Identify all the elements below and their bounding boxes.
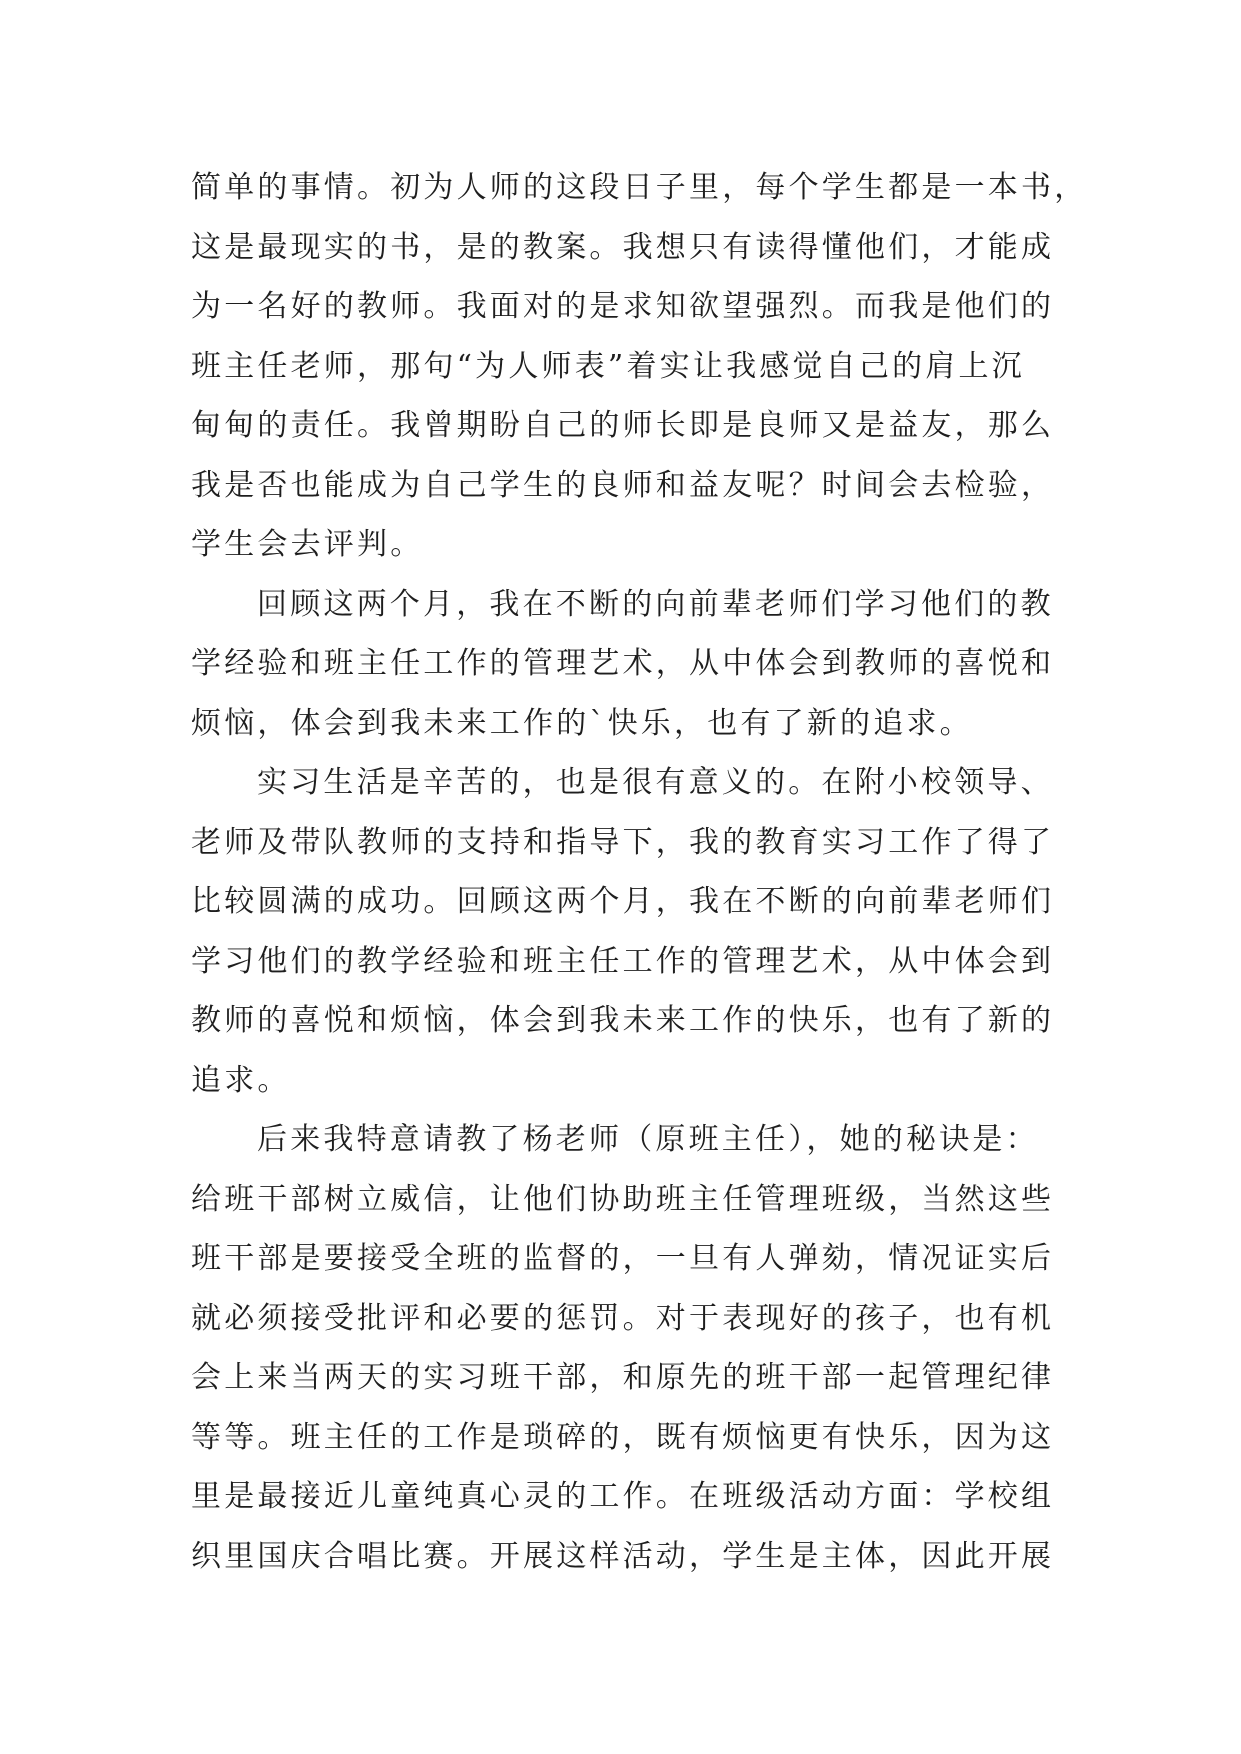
text-line: 回顾这两个月，我在不断的向前辈老师们学习他们的教 (257, 586, 1054, 622)
text-line: 给班干部树立威信，让他们协助班主任管理班级，当然这些 (191, 1181, 1055, 1217)
text-line: 我是否也能成为自己学生的良师和益友呢？时间会去检验， (191, 467, 1055, 503)
text-line: 学习他们的教学经验和班主任工作的管理艺术，从中体会到 (191, 943, 1055, 979)
text-line: 织里国庆合唱比赛。开展这样活动，学生是主体，因此开展 (191, 1538, 1055, 1574)
text-line: 班干部是要接受全班的监督的，一旦有人弹劾，情况证实后 (191, 1241, 1055, 1276)
text-line: 烦恼，体会到我未来工作的`快乐，也有了新的追求。 (191, 705, 973, 741)
text-line: 学经验和班主任工作的管理艺术，从中体会到教师的喜悦和 (191, 646, 1055, 681)
text-line: 里是最接近儿童纯真心灵的工作。在班级活动方面：学校组 (191, 1479, 1055, 1514)
text-line: 简单的事情。初为人师的这段日子里，每个学生都是一本书， (191, 170, 1088, 205)
text-line: 后来我特意请教了杨老师（原班主任），她的秘诀是： (257, 1122, 1039, 1157)
text-line: 追求。 (191, 1062, 291, 1098)
text-line: 甸甸的责任。我曾期盼自己的师长即是良师又是益友，那么 (191, 408, 1055, 443)
body-text (191, 158, 1088, 1586)
text-line: 这是最现实的书，是的教案。我想只有读得懂他们，才能成 (191, 229, 1055, 265)
text-line: 为一名好的教师。我面对的是求知欲望强烈。而我是他们的 (191, 289, 1055, 324)
text-line: 学生会去评判。 (191, 527, 424, 562)
text-line: 等等。班主任的工作是琐碎的，既有烦恼更有快乐，因为这 (191, 1419, 1055, 1455)
text-line: 比较圆满的成功。回顾这两个月，我在不断的向前辈老师们 (191, 884, 1055, 919)
text-line: 会上来当两天的实习班干部，和原先的班干部一起管理纪律 (191, 1360, 1055, 1395)
text-line: 老师及带队教师的支持和指导下，我的教育实习工作了得了 (191, 824, 1055, 860)
text-line: 就必须接受批评和必要的惩罚。对于表现好的孩子，也有机 (191, 1300, 1055, 1336)
text-line: 教师的喜悦和烦恼，体会到我未来工作的快乐，也有了新的 (191, 1003, 1055, 1038)
text-line: 班主任老师，那句“为人师表”着实让我感觉自己的肩上沉 (191, 348, 1025, 384)
text-line: 实习生活是辛苦的，也是很有意义的。在附小校领导、 (257, 765, 1054, 800)
